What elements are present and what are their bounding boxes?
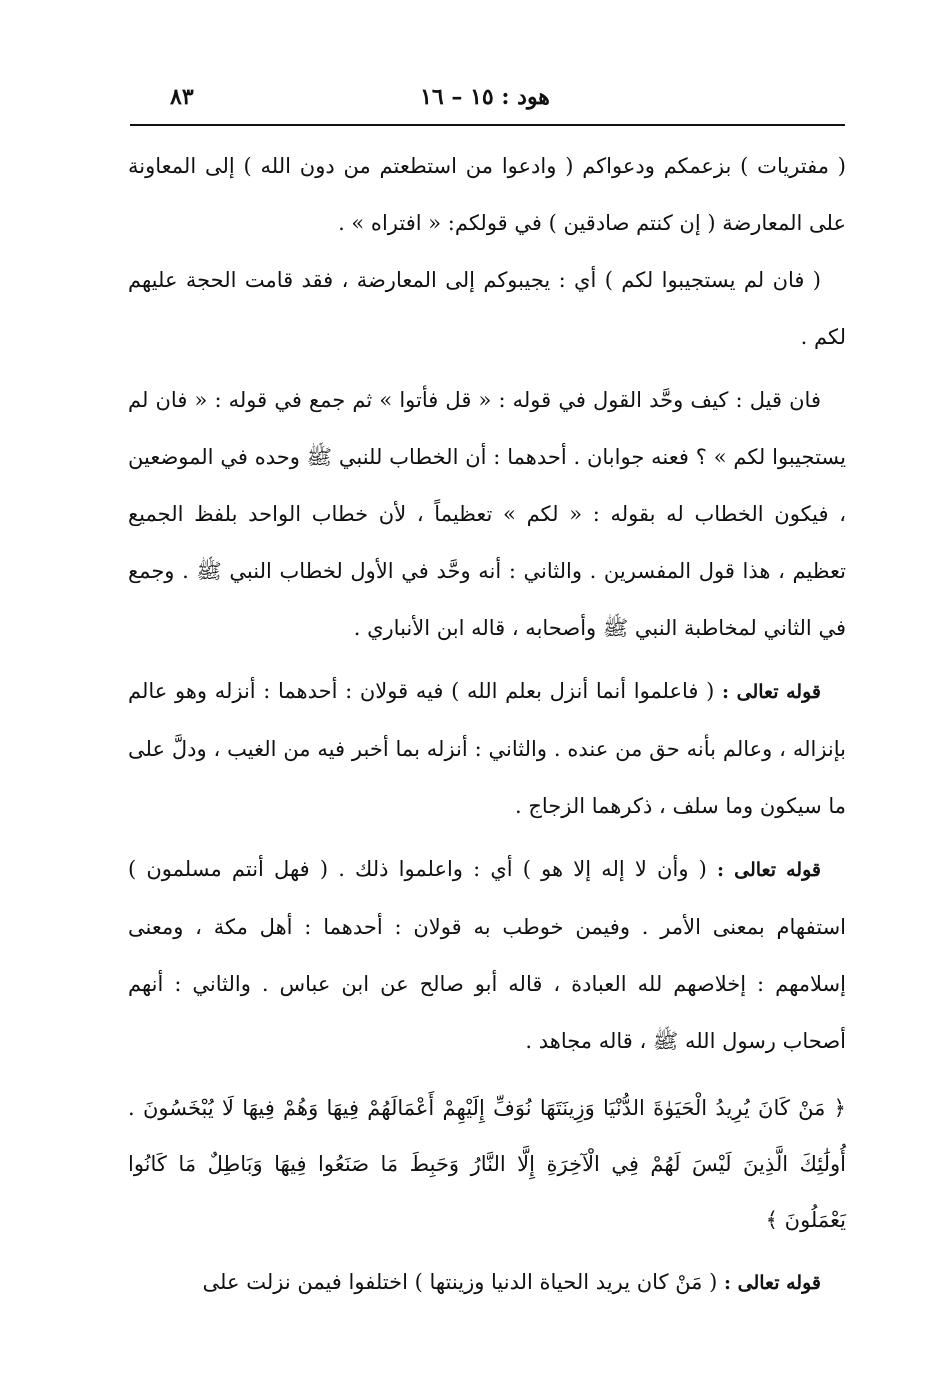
- running-title: هود : ١٥ – ١٦: [420, 84, 550, 110]
- quran-verse: ﴿ مَنْ كَانَ يُرِيدُ الْحَيَوٰةَ الدُّنْيَا وَزِينَتَهَا نُوَفِّ إِلَيْهِمْ أَعْمَالَهُمْ فِيهَا وَهُمْ فِيهَا لَا يُبْخَسُونَ . أُولَٰئِكَ الَّذِينَ لَيْسَ لَهُمْ فِي الْآخِرَةِ إِلَّا النَّارُ وَحَبِطَ مَا صَنَعُوا فِيهَا وَبَاطِلٌ مَا كَانُوا يَعْمَلُونَ ﴾: [128, 1096, 846, 1232]
- body-text: [128, 138, 846, 1312]
- paragraph: ( فان لم يستجيبوا لكم ) أي : يجيبوكم إلى المعارضة ، فقد قامت الحجة عليهم لكم .: [128, 268, 846, 349]
- section-text: ( وأن لا إله إلا هو ) أي : واعلموا ذلك . ( فهل أنتم مسلمون ) استفهام بمعنى الأمر . وفيمن خوطب به قولان : أحدهما : أهل مكة ، ومعنى إسلامهم : إخلاصهم لله العبادة ، قاله أبو صالح عن ابن عباس . والثاني : أنهم أصحاب رسول الله ﷺ ، قاله مجاهد .: [128, 857, 846, 1053]
- paragraph: فان قيل : كيف وحَّد القول في قوله : « قل فأتوا » ثم جمع في قوله : « فان لم يستجيبوا لكم » ؟ فعنه جوابان . أحدهما : أن الخطاب للنبي ﷺ وحده في الموضعين ، فيكون الخطاب له بقوله : « لكم » تعظيماً ، لأن خطاب الواحد بلفظ الجميع تعظيم ، هذا قول المفسرين . والثاني : أنه وحَّد في الأول لخطاب النبي ﷺ . وجمع في الثاني لمخاطبة النبي ﷺ وأصحابه ، قاله ابن الأنباري .: [128, 388, 846, 640]
- section-text: ( فاعلموا أنما أنزل بعلم الله ) فيه قولان : أحدهما : أنزله وهو عالم بإنزاله ، وعالم بأنه حق من عنده . والثاني : أنزله بما أخبر فيه من الغيب ، ودلَّ على ما سيكون وما سلف ، ذكرهما الزجاج .: [128, 679, 846, 818]
- section-label: قوله تعالى :: [724, 1272, 821, 1294]
- page-header: [130, 80, 840, 120]
- commentary-paragraph: [128, 841, 846, 1070]
- section-text: ( مَنْ كان يريد الحياة الدنيا وزينتها ) اختلفوا فيمن نزلت على: [202, 1270, 718, 1294]
- header-rule: [130, 124, 845, 126]
- page-number: ٨٣: [170, 84, 194, 110]
- commentary-paragraph: [128, 1254, 846, 1312]
- paragraph: ( مفتريات ) بزعمكم ودعواكم ( وادعوا من استطعتم من دون الله ) إلى المعاونة على المعارضة ( إن كنتم صادقين ) في قولكم: « افتراه » .: [128, 154, 846, 235]
- commentary-paragraph: [128, 663, 846, 835]
- section-label: قوله تعالى :: [722, 681, 821, 703]
- section-label: قوله تعالى :: [717, 859, 821, 881]
